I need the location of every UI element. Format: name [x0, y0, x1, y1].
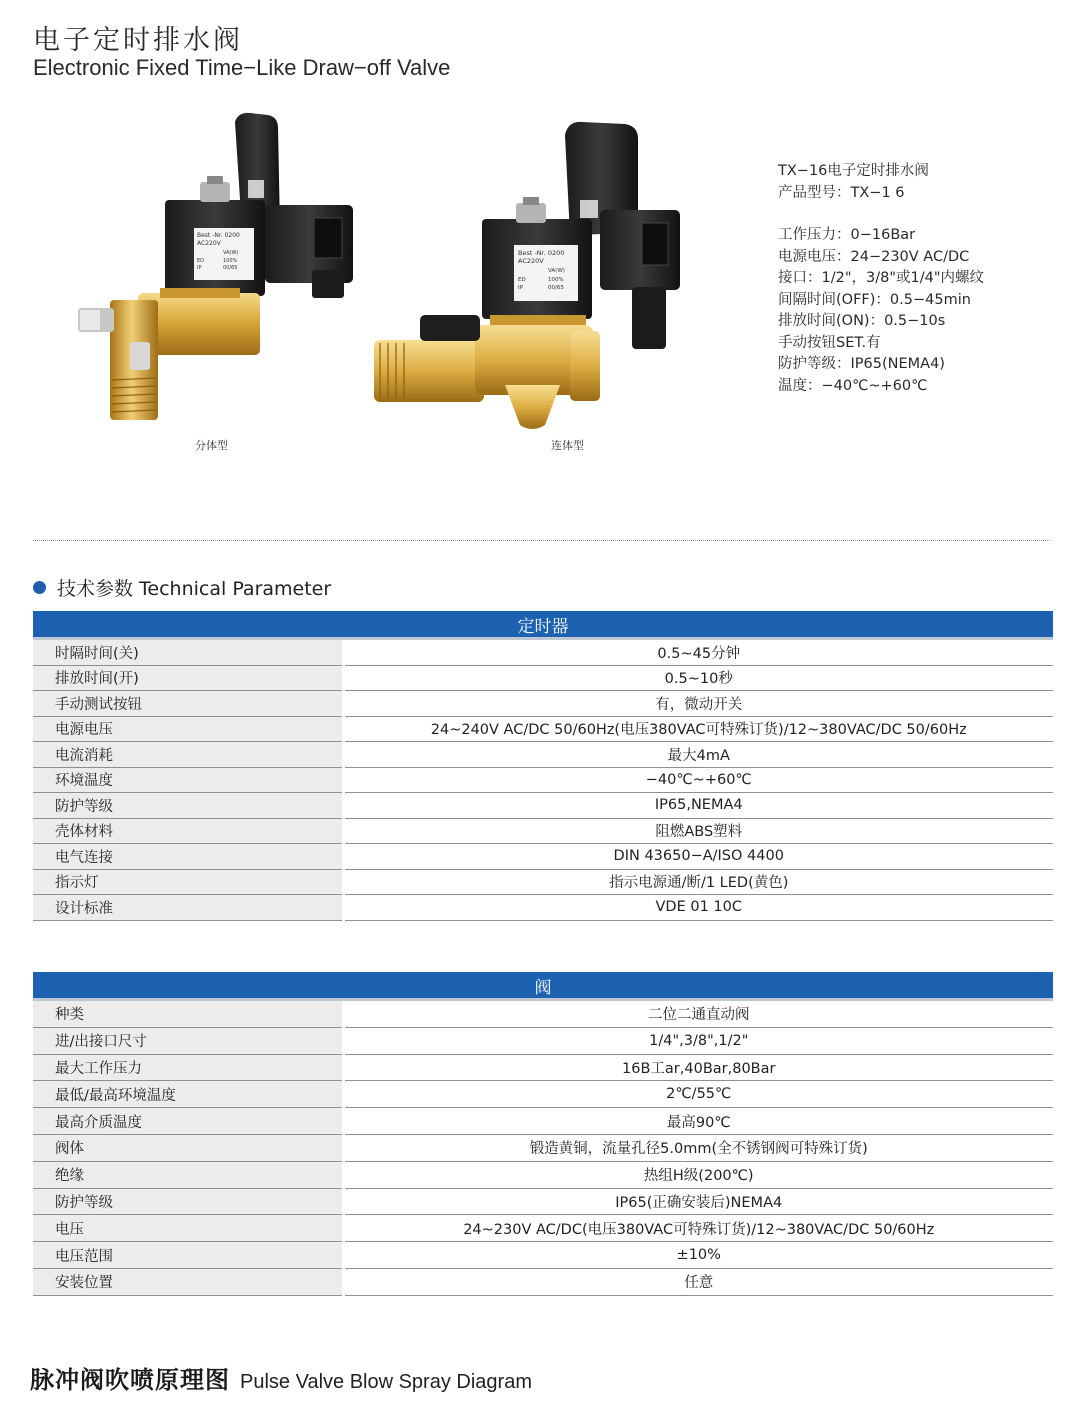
parameter-value: 阻燃ABS塑料: [343, 818, 1053, 844]
table-row: [33, 691, 1053, 717]
table-row: [33, 767, 1053, 793]
parameter-value: 任意: [343, 1268, 1053, 1295]
parameter-value: 热组H级(200℃): [343, 1161, 1053, 1188]
parameter-name: 电源电压: [33, 716, 343, 742]
parameter-name: 最高介质温度: [33, 1108, 343, 1135]
page-title-cn: 电子定时排水阀: [33, 25, 243, 56]
parameter-value: 最大4mA: [343, 742, 1053, 768]
svg-text:AC220V: AC220V: [197, 240, 221, 247]
parameter-value: 1/4",3/8",1/2": [343, 1027, 1053, 1054]
product-caption-integrated: 连体型: [551, 439, 584, 452]
dotted-divider: [33, 540, 1050, 541]
table-row: [33, 1161, 1053, 1188]
spec-line: 防护等级：IP65(NEMA4): [778, 356, 945, 372]
parameter-name: 排放时间(开): [33, 665, 343, 691]
table-row: [33, 716, 1053, 742]
parameter-name: 进/出接口尺寸: [33, 1027, 343, 1054]
parameter-name: 最大工作压力: [33, 1054, 343, 1081]
parameter-name: 阀体: [33, 1134, 343, 1161]
parameter-value: −40℃~+60℃: [343, 767, 1053, 793]
parameter-value: 二位二通直动阀: [343, 1000, 1053, 1028]
integrated-type-valve-image: [370, 115, 700, 435]
parameter-name: 设计标准: [33, 895, 343, 921]
valve-parameter-table: [33, 972, 1053, 1296]
svg-text:AC220V: AC220V: [518, 257, 544, 265]
table-row: [33, 1027, 1053, 1054]
parameter-name: 指示灯: [33, 869, 343, 895]
valve-table-header: 阀: [33, 972, 1053, 1000]
parameter-value: ±10%: [343, 1242, 1053, 1269]
parameter-name: 电流消耗: [33, 742, 343, 768]
parameter-name: 防护等级: [33, 1188, 343, 1215]
table-row: [33, 1215, 1053, 1242]
section-title: 技术参数 Technical Parameter: [57, 578, 332, 600]
parameter-value: IP65,NEMA4: [343, 793, 1053, 819]
table-row: [33, 1188, 1053, 1215]
table-row: [33, 895, 1053, 921]
parameter-value: 24~240V AC/DC 50/60Hz(电压380VAC可特殊订货)/12~380VAC/DC 50/60Hz: [343, 716, 1053, 742]
svg-text:00/65: 00/65: [548, 285, 564, 291]
spec-line-model-number: 产品型号：TX−1 6: [778, 184, 905, 201]
spec-line: 手动按钮SET.有: [778, 334, 881, 351]
product-caption-split: 分体型: [195, 439, 228, 452]
parameter-name: 电压范围: [33, 1242, 343, 1269]
parameter-value: 16B工ar,40Bar,80Bar: [343, 1054, 1053, 1081]
parameter-value: 锻造黄铜，流量孔径5.0mm(全不锈钢阀可特殊订货): [343, 1134, 1053, 1161]
table-row: [33, 818, 1053, 844]
parameter-name: 最低/最高环境温度: [33, 1081, 343, 1108]
table-row: [33, 1242, 1053, 1269]
parameter-value: 0.5~45分钟: [343, 639, 1053, 666]
parameter-name: 环境温度: [33, 767, 343, 793]
table-row: [33, 1081, 1053, 1108]
table-row: [33, 869, 1053, 895]
table-row: [33, 1134, 1053, 1161]
parameter-value: VDE 01 10C: [343, 895, 1053, 921]
parameter-value: 有，微动开关: [343, 691, 1053, 717]
parameter-name: 电压: [33, 1215, 343, 1242]
svg-text:IP: IP: [197, 265, 202, 271]
parameter-value: 24~230V AC/DC(电压380VAC可特殊订货)/12~380VAC/DC 50/60Hz: [343, 1215, 1053, 1242]
spec-line: 温度：−40℃~+60℃: [778, 377, 928, 394]
page-title-en: Electronic Fixed Time−Like Draw−off Valve: [33, 55, 451, 80]
parameter-value: IP65(正确安装后)NEMA4: [343, 1188, 1053, 1215]
bullet-dot-icon: [33, 581, 46, 594]
parameter-name: 时隔时间(关): [33, 639, 343, 666]
spec-line: 工作压力：0−16Bar: [778, 227, 916, 243]
spec-line-model-name: TX−16电子定时排水阀: [778, 163, 929, 179]
parameter-value: 最高90℃: [343, 1108, 1053, 1135]
table-row: [33, 1000, 1053, 1028]
parameter-name: 种类: [33, 1000, 343, 1028]
spec-line: 排放时间(ON)：0.5−10s: [778, 313, 946, 329]
timer-table-header: 定时器: [33, 611, 1053, 639]
parameter-value: 指示电源通/断/1 LED(黄色): [343, 869, 1053, 895]
table-row: [33, 1268, 1053, 1295]
spec-line: 接口：1/2"，3/8"或1/4"内螺纹: [778, 270, 985, 286]
svg-text:VA(W): VA(W): [223, 250, 239, 256]
spec-line: 间隔时间(OFF)：0.5−45min: [778, 291, 971, 308]
parameter-name: 绝缘: [33, 1161, 343, 1188]
svg-text:100%: 100%: [548, 277, 564, 283]
table-row: [33, 793, 1053, 819]
svg-text:00/65: 00/65: [223, 265, 238, 271]
parameter-name: 壳体材料: [33, 818, 343, 844]
parameter-name: 电气连接: [33, 844, 343, 870]
diagram-heading: [30, 1360, 532, 1395]
table-row: [33, 639, 1053, 666]
svg-text:ED: ED: [197, 258, 205, 264]
parameter-name: 手动测试按钮: [33, 691, 343, 717]
parameter-value: DIN 43650−A/ISO 4400: [343, 844, 1053, 870]
table-row: [33, 665, 1053, 691]
table-row: [33, 1054, 1053, 1081]
timer-parameter-table: [33, 611, 1053, 921]
svg-text:ED: ED: [518, 277, 526, 283]
svg-text:IP: IP: [518, 285, 523, 291]
table-row: [33, 844, 1053, 870]
svg-text:100%: 100%: [223, 258, 238, 264]
diagram-title-cn: 脉冲阀吹喷原理图: [30, 1366, 230, 1394]
split-type-valve-image: [70, 110, 360, 440]
svg-text:VA(W): VA(W): [548, 268, 565, 274]
section-heading: [33, 574, 331, 601]
svg-text:Best -Nr. 0200: Best -Nr. 0200: [518, 249, 565, 257]
diagram-title-en: Pulse Valve Blow Spray Diagram: [240, 1371, 532, 1393]
svg-text:Best -Nr. 0200: Best -Nr. 0200: [197, 232, 240, 239]
table-row: [33, 742, 1053, 768]
parameter-name: 防护等级: [33, 793, 343, 819]
parameter-value: 2℃/55℃: [343, 1081, 1053, 1108]
spec-line: 电源电压：24−230V AC/DC: [778, 248, 970, 265]
product-spec-summary: [778, 161, 984, 397]
table-row: [33, 1108, 1053, 1135]
parameter-value: 0.5~10秒: [343, 665, 1053, 691]
parameter-name: 安装位置: [33, 1268, 343, 1295]
